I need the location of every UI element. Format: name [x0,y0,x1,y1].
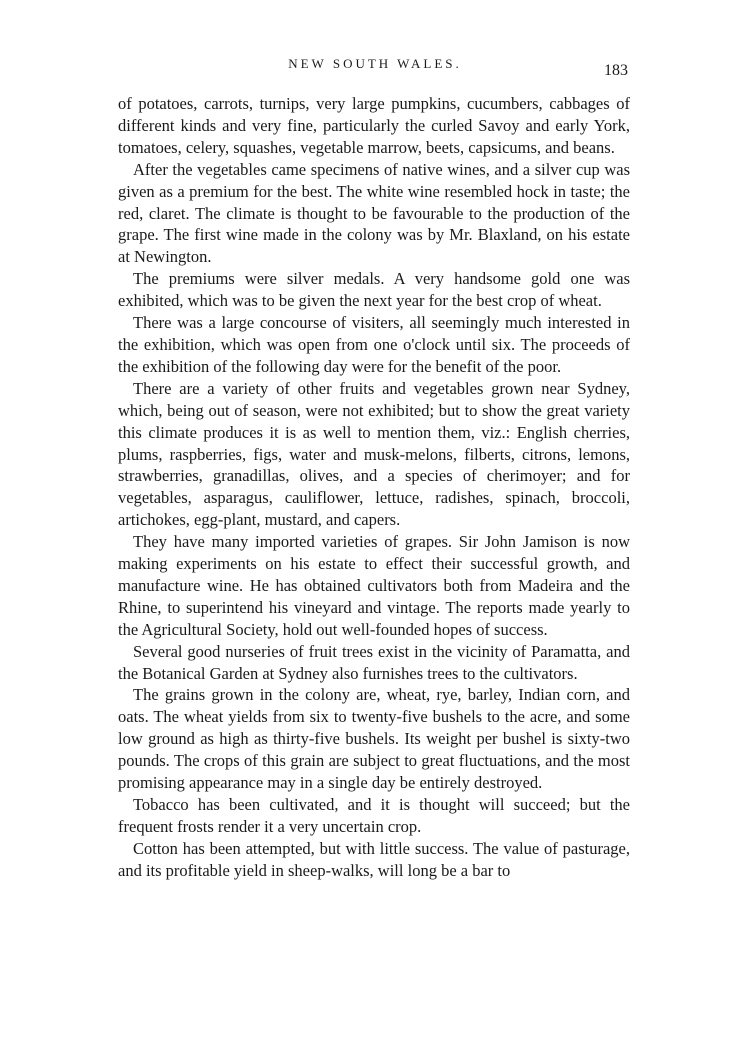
paragraph-cotton: Cotton has been attempted, but with little success. The value of pasturage, and its profitable yield in sheep-walks, will long be a bar to [118,838,630,880]
paragraph-premiums: The premiums were silver medals. A very handsome gold one was exhibited, which was to be given the next year for the best crop of wheat. [118,269,630,311]
paragraph-nurseries: Several good nurseries of fruit trees exist in the vicinity of Paramatta, and the Botanical Garden at Sydney also furnishes trees to the cultivators. [118,641,630,683]
paragraph-grapes: They have many imported varieties of grapes. Sir John Jamison is now making experiments on his estate to effect their successful growth, and manufacture wine. He has obtained cultivators both from Madeira and the Rhine, to superintend his vineyard and vintage. The reports made yearly to the Agricultural Society, hold out well-founded hopes of success. [118,532,630,639]
paragraph-grains: The grains grown in the colony are, wheat, rye, barley, Indian corn, and oats. The wheat yields from six to twenty-five bushels to the acre, and some low ground as high as thirty-five bushels. Its weight per bushel is sixty-two pounds. The crops of this grain are subject to great fluctuations, and the most promising appearance may in a single day be entirely destroyed. [118,685,630,793]
body-text [118,93,630,882]
paragraph-vegetables-continued: of potatoes, carrots, turnips, very large pumpkins, cucumbers, cabbages of different kinds and very fine, particularly the curled Savoy and early York, tomatoes, celery, squashes, vegetable marrow, beets, capsicums, and beans. [118,94,630,157]
paragraph-visiters: There was a large concourse of visiters, all seemingly much interested in the exhibition, which was open from one o'clock until six. The proceeds of the exhibition of the following day were for the benefit of the poor. [118,313,630,376]
page-number: 183 [604,62,628,79]
paragraph-native-wines: After the vegetables came specimens of native wines, and a silver cup was given as a premium for the best. The white wine resembled hock in taste; the red, claret. The climate is thought to be favourable to the production of the grape. The first wine made in the colony was by Mr. Blaxland, on his estate at Newington. [118,159,630,267]
paragraph-other-fruits: There are a variety of other fruits and vegetables grown near Sydney, which, being out of season, were not exhibited; but to show the great variety this climate produces it is as well to mention them, viz.: English cherries, plums, raspberries, figs, water and musk-melons, filberts, citrons, lemons, strawberries, granadillas, olives, and a species of cherimoyer; and for vegetables, asparagus, cauliflower, lettuce, radishes, spinach, broccoli, artichokes, egg-plant, mustard, and capers. [118,378,630,530]
running-head: NEW SOUTH WALES. [288,56,462,71]
paragraph-tobacco: Tobacco has been cultivated, and it is thought will succeed; but the frequent frosts render it a very uncertain crop. [118,795,630,836]
